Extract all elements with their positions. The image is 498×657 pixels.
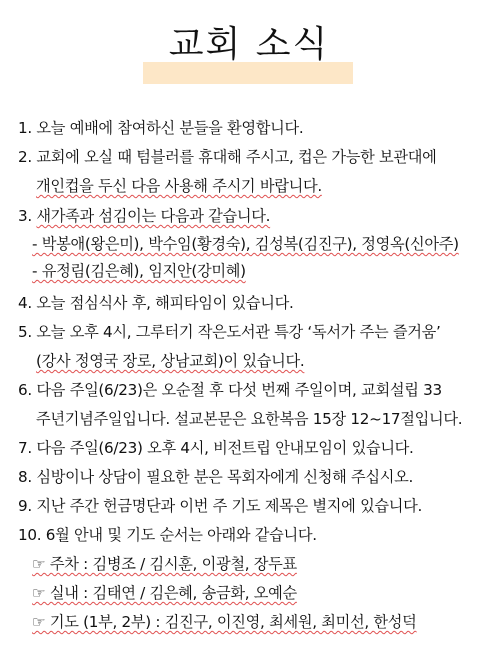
item-number: 2. bbox=[18, 148, 32, 166]
item-text: (강사 정영국 장로, 상남교회)이 있습니다. bbox=[36, 352, 305, 370]
list-item bbox=[18, 293, 294, 313]
item-number: 1. bbox=[18, 119, 32, 137]
sub-item-text: ☞ 주차 : 김병조 / 김시훈, 이광철, 장두표 bbox=[32, 555, 297, 573]
item-text: 다음 주일(6/23) 오후 4시, 비전트립 안내모임이 있습니다. bbox=[36, 439, 414, 457]
item-number: 3. bbox=[18, 207, 32, 225]
item-number: 7. bbox=[18, 439, 32, 457]
item-text: 다음 주일(6/23)은 오순절 후 다섯 번째 주일이며, 교회설립 33 bbox=[36, 381, 442, 399]
item-number: 5. bbox=[18, 323, 32, 341]
item-text: 주년기념주일입니다. 설교본문은 요한복음 15장 12~17절입니다. bbox=[36, 410, 463, 428]
item-text: 교회에 오실 때 텀블러를 휴대해 주시고, 컵은 가능한 보관대에 bbox=[36, 148, 437, 166]
list-item bbox=[18, 496, 422, 516]
item-text: 개인컵을 두신 다음 사용해 주시기 바랍니다. bbox=[36, 177, 322, 195]
item-number: 4. bbox=[18, 294, 32, 312]
sub-item bbox=[32, 234, 459, 254]
list-item-continuation bbox=[36, 176, 322, 196]
list-item bbox=[18, 118, 303, 138]
list-item bbox=[18, 438, 414, 458]
item-text: 심방이나 상담이 필요한 분은 목회자에게 신청해 주십시오. bbox=[36, 468, 414, 486]
sub-item-text: ☞ 기도 (1부, 2부) : 김진구, 이진영, 최세원, 최미선, 한성덕 bbox=[32, 613, 417, 631]
title-block bbox=[0, 10, 498, 80]
page-title: 교회 소식 bbox=[168, 24, 330, 65]
item-text: 지난 주간 헌금명단과 이번 주 기도 제목은 별지에 있습니다. bbox=[36, 497, 423, 515]
item-text: 오늘 오후 4시, 그루터기 작은도서관 특강 ‘독서가 주는 즐거움’ bbox=[36, 323, 441, 341]
item-number: 6. bbox=[18, 381, 32, 399]
item-number: 8. bbox=[18, 468, 32, 486]
item-number: 9. bbox=[18, 497, 32, 515]
item-number: 10. bbox=[18, 526, 42, 544]
list-item-continuation bbox=[36, 351, 304, 371]
list-item bbox=[18, 206, 270, 226]
sub-item bbox=[32, 261, 246, 281]
sub-item-text: ☞ 실내 : 김태연 / 김은혜, 송금화, 오예순 bbox=[32, 584, 297, 602]
list-item bbox=[18, 147, 436, 167]
sub-item bbox=[32, 583, 297, 603]
item-text: 오늘 예배에 참여하신 분들을 환영합니다. bbox=[36, 119, 304, 137]
list-item bbox=[18, 380, 442, 400]
sub-item-text: - 유정림(김은혜), 임지안(강미혜) bbox=[32, 262, 246, 280]
sub-item bbox=[32, 554, 297, 574]
list-item-continuation bbox=[36, 409, 462, 429]
list-item bbox=[18, 467, 413, 487]
item-text: 오늘 점심식사 후, 해피타임이 있습니다. bbox=[36, 294, 294, 312]
list-item bbox=[18, 525, 317, 545]
sub-item-text: - 박봉애(왕은미), 박수임(황경숙), 김성복(김진구), 정영옥(신아주) bbox=[32, 235, 459, 253]
item-text: 새가족과 섬김이는 다음과 같습니다. bbox=[36, 207, 271, 225]
list-item bbox=[18, 322, 441, 342]
sub-item bbox=[32, 612, 417, 632]
item-text: 6월 안내 및 기도 순서는 아래와 같습니다. bbox=[45, 526, 317, 544]
